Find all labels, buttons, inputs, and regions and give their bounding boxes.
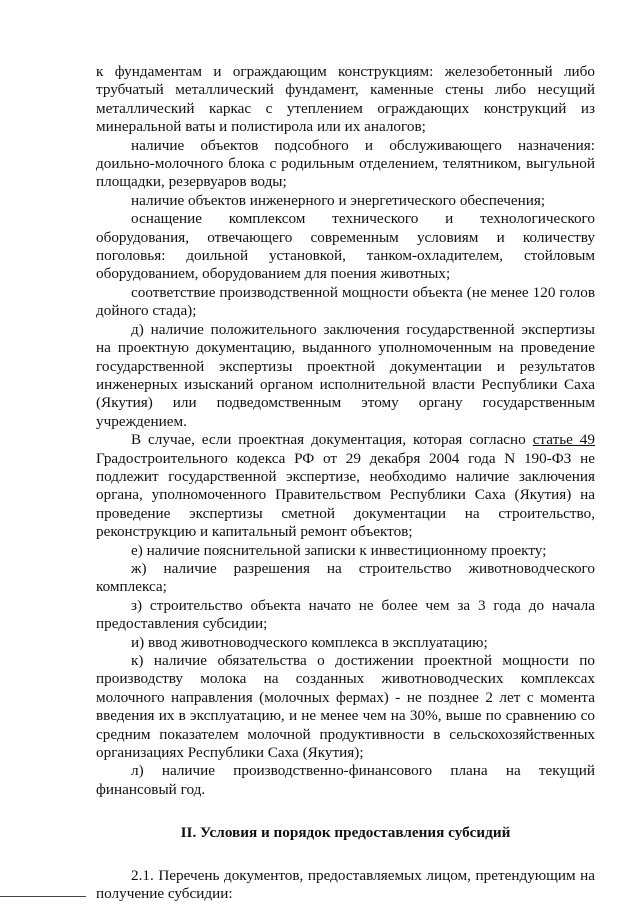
- footer-divider: [0, 896, 86, 897]
- section-heading: II. Условия и порядок предоставления субсидий: [180, 824, 511, 842]
- article-49-link[interactable]: статье 49: [532, 431, 595, 449]
- paragraph-capacity: соответствие производственной мощности объекта (не менее 120 голов дойного стада);: [96, 283, 595, 320]
- document-page: [96, 63, 595, 903]
- paragraph-2-1: 2.1. Перечень документов, предоставляемых лицом, претендующим на получение субсидии:: [96, 866, 595, 903]
- paragraph-item-z: з) строительство объекта начато не более чем за 3 года до начала предоставления субсидии;: [96, 596, 595, 633]
- paragraph-item-i: и) ввод животноводческого комплекса в эксплуатацию;: [131, 633, 488, 651]
- paragraph-item-e: е) наличие пояснительной записки к инвестиционному проекту;: [131, 541, 547, 559]
- paragraph-equipment: оснащение комплексом технического и технологического оборудования, отвечающего современным условиям и количеству поголовья: доильной установкой, танком-охладителем, стойловым оборудованием, оборудованием для поения животных;: [96, 210, 595, 283]
- paragraph-foundations: к фундаментам и ограждающим конструкциям: железобетонный либо трубчатый металлический фундамент, каменные стены либо несущий металлический каркас с утеплением ограждающих конструкций из минеральной ваты и полистирола или их аналогов;: [96, 63, 595, 136]
- paragraph-item-d: д) наличие положительного заключения государственной экспертизы на проектную документацию, выданного уполномоченным на проведение государственной экспертизы проектной документации и результатов инженерных изысканий органом исполнительной власти Республики Саха (Якутия) или подведомственным этому органу государственным учреждением.: [96, 320, 595, 430]
- paragraph-auxiliary-objects: наличие объектов подсобного и обслуживающего назначения: доильно-молочного блока с родильным отделением, телятником, выгульной площадки, резервуаров воды;: [96, 136, 595, 191]
- paragraph-item-l: л) наличие производственно-финансового плана на текущий финансовый год.: [96, 762, 595, 798]
- paragraph-item-k: к) наличие обязательства о достижении проектной мощности по производству молока на созданных животноводческих комплексах молочного направления (молочных фермах) - не позднее 2 лет с момента введения их в эксплуатацию, и не менее чем на 30%, выше по сравнению со средним показателем молочной продуктивности в сельскохозяйственных организациях Республики Саха (Якутия);: [96, 652, 595, 762]
- paragraph-project-documentation: [96, 431, 595, 541]
- paragraph-project-documentation-start: В случае, если проектная документация, которая согласно: [131, 431, 533, 449]
- paragraph-item-zh: ж) наличие разрешения на строительство животноводческого комплекса;: [96, 559, 595, 596]
- paragraph-engineering-objects: наличие объектов инженерного и энергетического обеспечения;: [131, 191, 546, 209]
- paragraph-project-documentation-end: Градостроительного кодекса РФ от 29 декабря 2004 года N 190-ФЗ не подлежит государственной экспертизе, необходимо наличие заключения органа, уполномоченного Правительством Республики Саха (Якутия) на проведение экспертизы сметной документации на строительство, реконструкцию и капитальный ремонт объектов;: [96, 449, 595, 541]
